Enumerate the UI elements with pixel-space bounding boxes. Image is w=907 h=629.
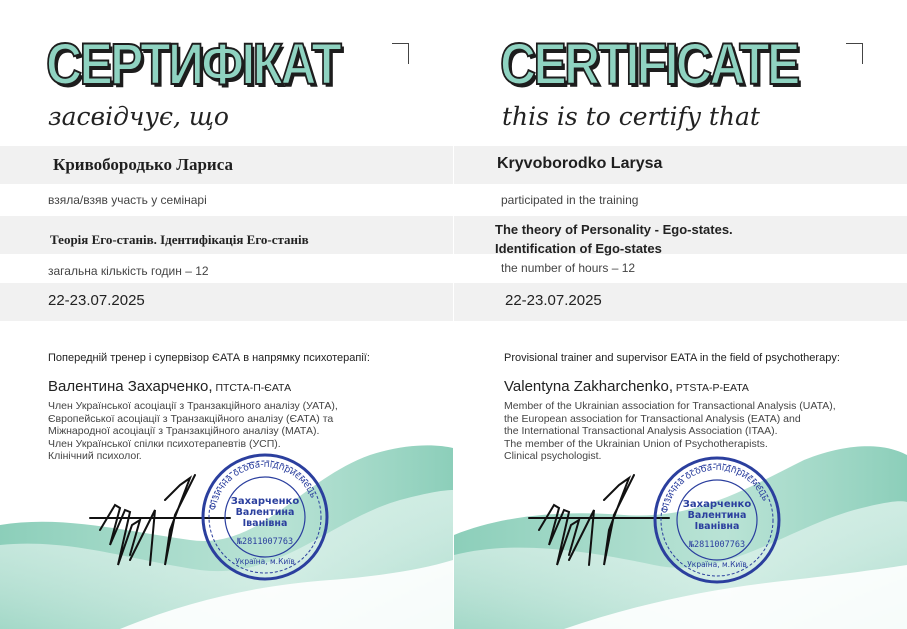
membership-line: Член Української асоціації з Транзакційного аналізу (УАТА), <box>48 400 338 412</box>
trainer-name-text: Valentyna Zakharchenko, <box>504 378 673 395</box>
participant-name: Kryvoborodko Larysa <box>497 155 663 172</box>
stamp-city: Україна, м.Київ <box>687 560 747 569</box>
stamp-name-line: Іванівна <box>242 518 288 529</box>
membership-line: The member of the Ukrainian Union of Psychotherapists. <box>504 437 768 450</box>
certificate-title: CERTIFICATE <box>500 32 798 97</box>
certificate-english <box>454 0 907 629</box>
stamp-ring-text: Фізична особа-підприємець <box>208 459 318 512</box>
stamp-ring-text: Фізична особа-підприємець <box>660 462 770 515</box>
trainer-credential: ПТСТА-П-ЄАТА <box>212 382 292 394</box>
certificate-subtitle: засвідчує, що <box>48 102 229 131</box>
stamp-name-line: Валентина <box>235 507 295 518</box>
participation-text: взяла/взяв участь у семінарі <box>48 193 207 207</box>
official-stamp <box>200 452 330 582</box>
trainer-heading: Provisional trainer and supervisor EATA in the field of psychotherapy: <box>504 352 840 364</box>
participation-text: participated in the training <box>501 193 639 207</box>
stamp-number: №2811007763 <box>688 540 746 550</box>
seminar-title: Теорія Его-станів. Ідентифікація Его-станів <box>50 232 309 247</box>
membership-line: Європейської асоціації з Транзакційного аналізу (ЄАТА) та <box>48 412 334 425</box>
seminar-date: 22-23.07.2025 <box>505 292 602 309</box>
seminar-title <box>495 220 733 258</box>
certificate-ukrainian <box>0 0 453 629</box>
membership-line: Міжнародної асоціації з Транзакційного аналізу (МАТА). <box>48 425 320 438</box>
corner-mark <box>846 43 863 64</box>
stamp-city: Україна, м.Київ <box>235 557 295 566</box>
official-stamp <box>652 455 782 585</box>
stamp-name-line: Захарченко <box>230 496 300 507</box>
membership-line: Member of the Ukrainian association for Transactional Analysis (UATA), <box>504 400 836 412</box>
trainer-credential: PTSTA-P-EATA <box>673 382 749 394</box>
trainer-name <box>504 378 749 395</box>
stamp-name-line: Захарченко <box>682 499 752 510</box>
seminar-date: 22-23.07.2025 <box>48 292 145 309</box>
seminar-title-line: The theory of Personality - Ego-states. <box>495 222 733 237</box>
trainer-name <box>48 378 291 395</box>
stamp-name-line: Іванівна <box>694 521 740 532</box>
participant-name: Кривобородько Лариса <box>53 155 233 174</box>
certificate-title: СЕРТИФІКАТ <box>46 32 340 97</box>
hours-text: загальна кількість годин – 12 <box>48 264 209 278</box>
trainer-heading: Попередній тренер і супервізор ЄАТА в напрямку психотерапії: <box>48 352 370 364</box>
membership-line: Клінічний психолог. <box>48 450 142 463</box>
membership-line: Член Української спілки психотерапевтів (УСП). <box>48 437 281 450</box>
membership-line: the European association for Transactional Analysis (EATA) and <box>504 412 801 425</box>
corner-mark <box>392 43 409 64</box>
membership-line: the International Transactional Analysis Association (ITAA). <box>504 425 778 438</box>
trainer-name-text: Валентина Захарченко, <box>48 378 213 395</box>
stamp-name-line: Валентина <box>687 510 747 521</box>
seminar-title-line: Identification of Ego-states <box>495 241 662 256</box>
stamp-number: №2811007763 <box>236 537 294 547</box>
certificate-subtitle: this is to certify that <box>502 102 760 131</box>
hours-text: the number of hours – 12 <box>501 261 636 275</box>
membership-line: Clinical psychologist. <box>504 450 602 463</box>
